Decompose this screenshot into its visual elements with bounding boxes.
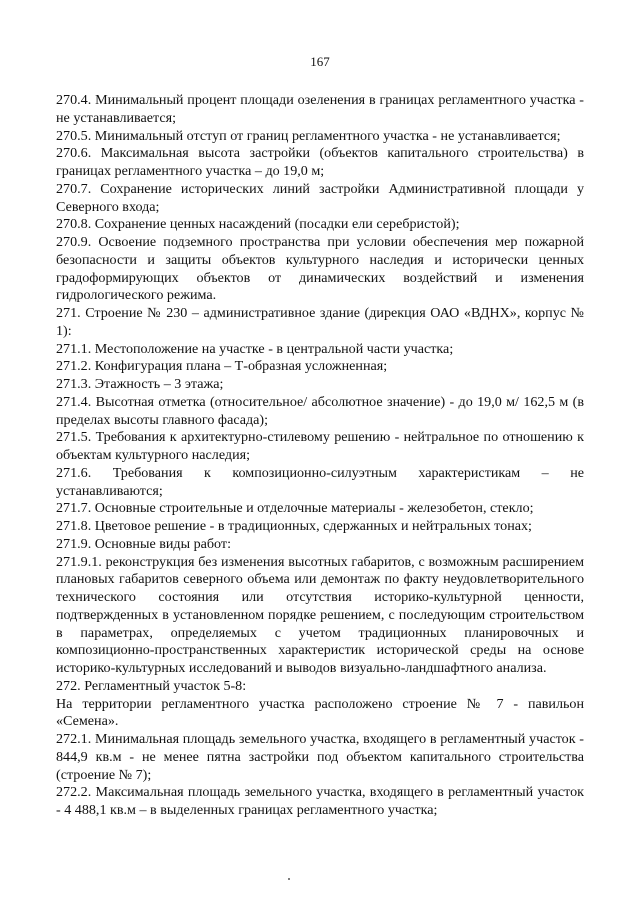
page-number: 167 [310, 54, 330, 69]
paragraph-270-7: 270.7. Сохранение исторических линий застройки Административной площади у Северного входа; [56, 180, 584, 215]
document-body [56, 92, 584, 820]
paragraph-271-5: 271.5. Требования к архитектурно-стилевому решению - нейтральное по отношению к объектам культурного наследия; [56, 429, 584, 463]
paragraph-272-2: 272.2. Максимальная площадь земельного участка, входящего в регламентный участок - 4 488,1 кв.м – в выделенных границах регламентного участка; [56, 784, 584, 818]
paragraph-271-8: 271.8. Цветовое решение - в традиционных, сдержанных и нейтральных тонах; [56, 518, 532, 534]
paragraph-272-intro: На территории регламентного участка расположено строение № 7 - павильон «Семена». [56, 695, 584, 730]
paragraph-272-1: 272.1. Минимальная площадь земельного участка, входящего в регламентный участок - 844,9 кв.м - не менее пятна застройки под объектом капитального строительства (строение № 7); [56, 731, 584, 783]
paragraph-271-7: 271.7. Основные строительные и отделочные материалы - железобетон, стекло; [56, 500, 534, 517]
paragraph-270-8: 270.8. Сохранение ценных насаждений (посадки ели серебристой); [56, 216, 460, 233]
paragraph-271-4: 271.4. Высотная отметка (относительное/ абсолютное значение) - до 19,0 м/ 162,5 м (в пределах высоты главного фасада); [56, 393, 584, 428]
paragraph-270-6: 270.6. Максимальная высота застройки (объектов капитального строительства) в границах регламентного участка – до 19,0 м; [56, 145, 584, 179]
scan-speck [288, 878, 290, 880]
paragraph-270-4: 270.4. Минимальный процент площади озеленения в границах регламентного участка - не устанавливается; [56, 92, 584, 126]
paragraph-272: 272. Регламентный участок 5-8: [56, 677, 247, 694]
paragraph-271-9-1: 271.9.1. реконструкция без изменения высотных габаритов, с возможным расширением плановых габаритов северного объема или демонтаж по факту неудовлетворительного технического состояния или отсутствия историко-культурной ценности, подтвержденных в установленном порядке решением, с последующим строительством в параметрах, определяемых с учетом традиционных планировочных и композиционно-пространственных характеристик исторической среды на основе историко-культурных исследований и выводов визуально-ландшафтного анализа. [56, 553, 584, 676]
paragraph-271-6: 271.6. Требования к композиционно-силуэтным характеристикам – не устанавливаются; [56, 464, 584, 499]
paragraph-270-5: 270.5. Минимальный отступ от границ регламентного участка - не устанавливается; [56, 127, 561, 144]
paragraph-270-9: 270.9. Освоение подземного пространства при условии обеспечения мер пожарной безопасности и защиты объектов культурного наследия и исторически ценных градоформирующих объектов от динамических воздействий и изменения гидрологического режима. [56, 234, 584, 304]
paragraph-271-1: 271.1. Местоположение на участке - в центральной части участка; [56, 340, 454, 357]
paragraph-271: 271. Строение № 230 – административное здание (дирекция ОАО «ВДНХ», корпус № 1): [56, 305, 584, 339]
paragraph-271-3: 271.3. Этажность – 3 этажа; [56, 376, 224, 392]
paragraph-271-2: 271.2. Конфигурация плана – Т-образная усложненная; [56, 358, 388, 375]
paragraph-271-9: 271.9. Основные виды работ: [56, 535, 231, 552]
